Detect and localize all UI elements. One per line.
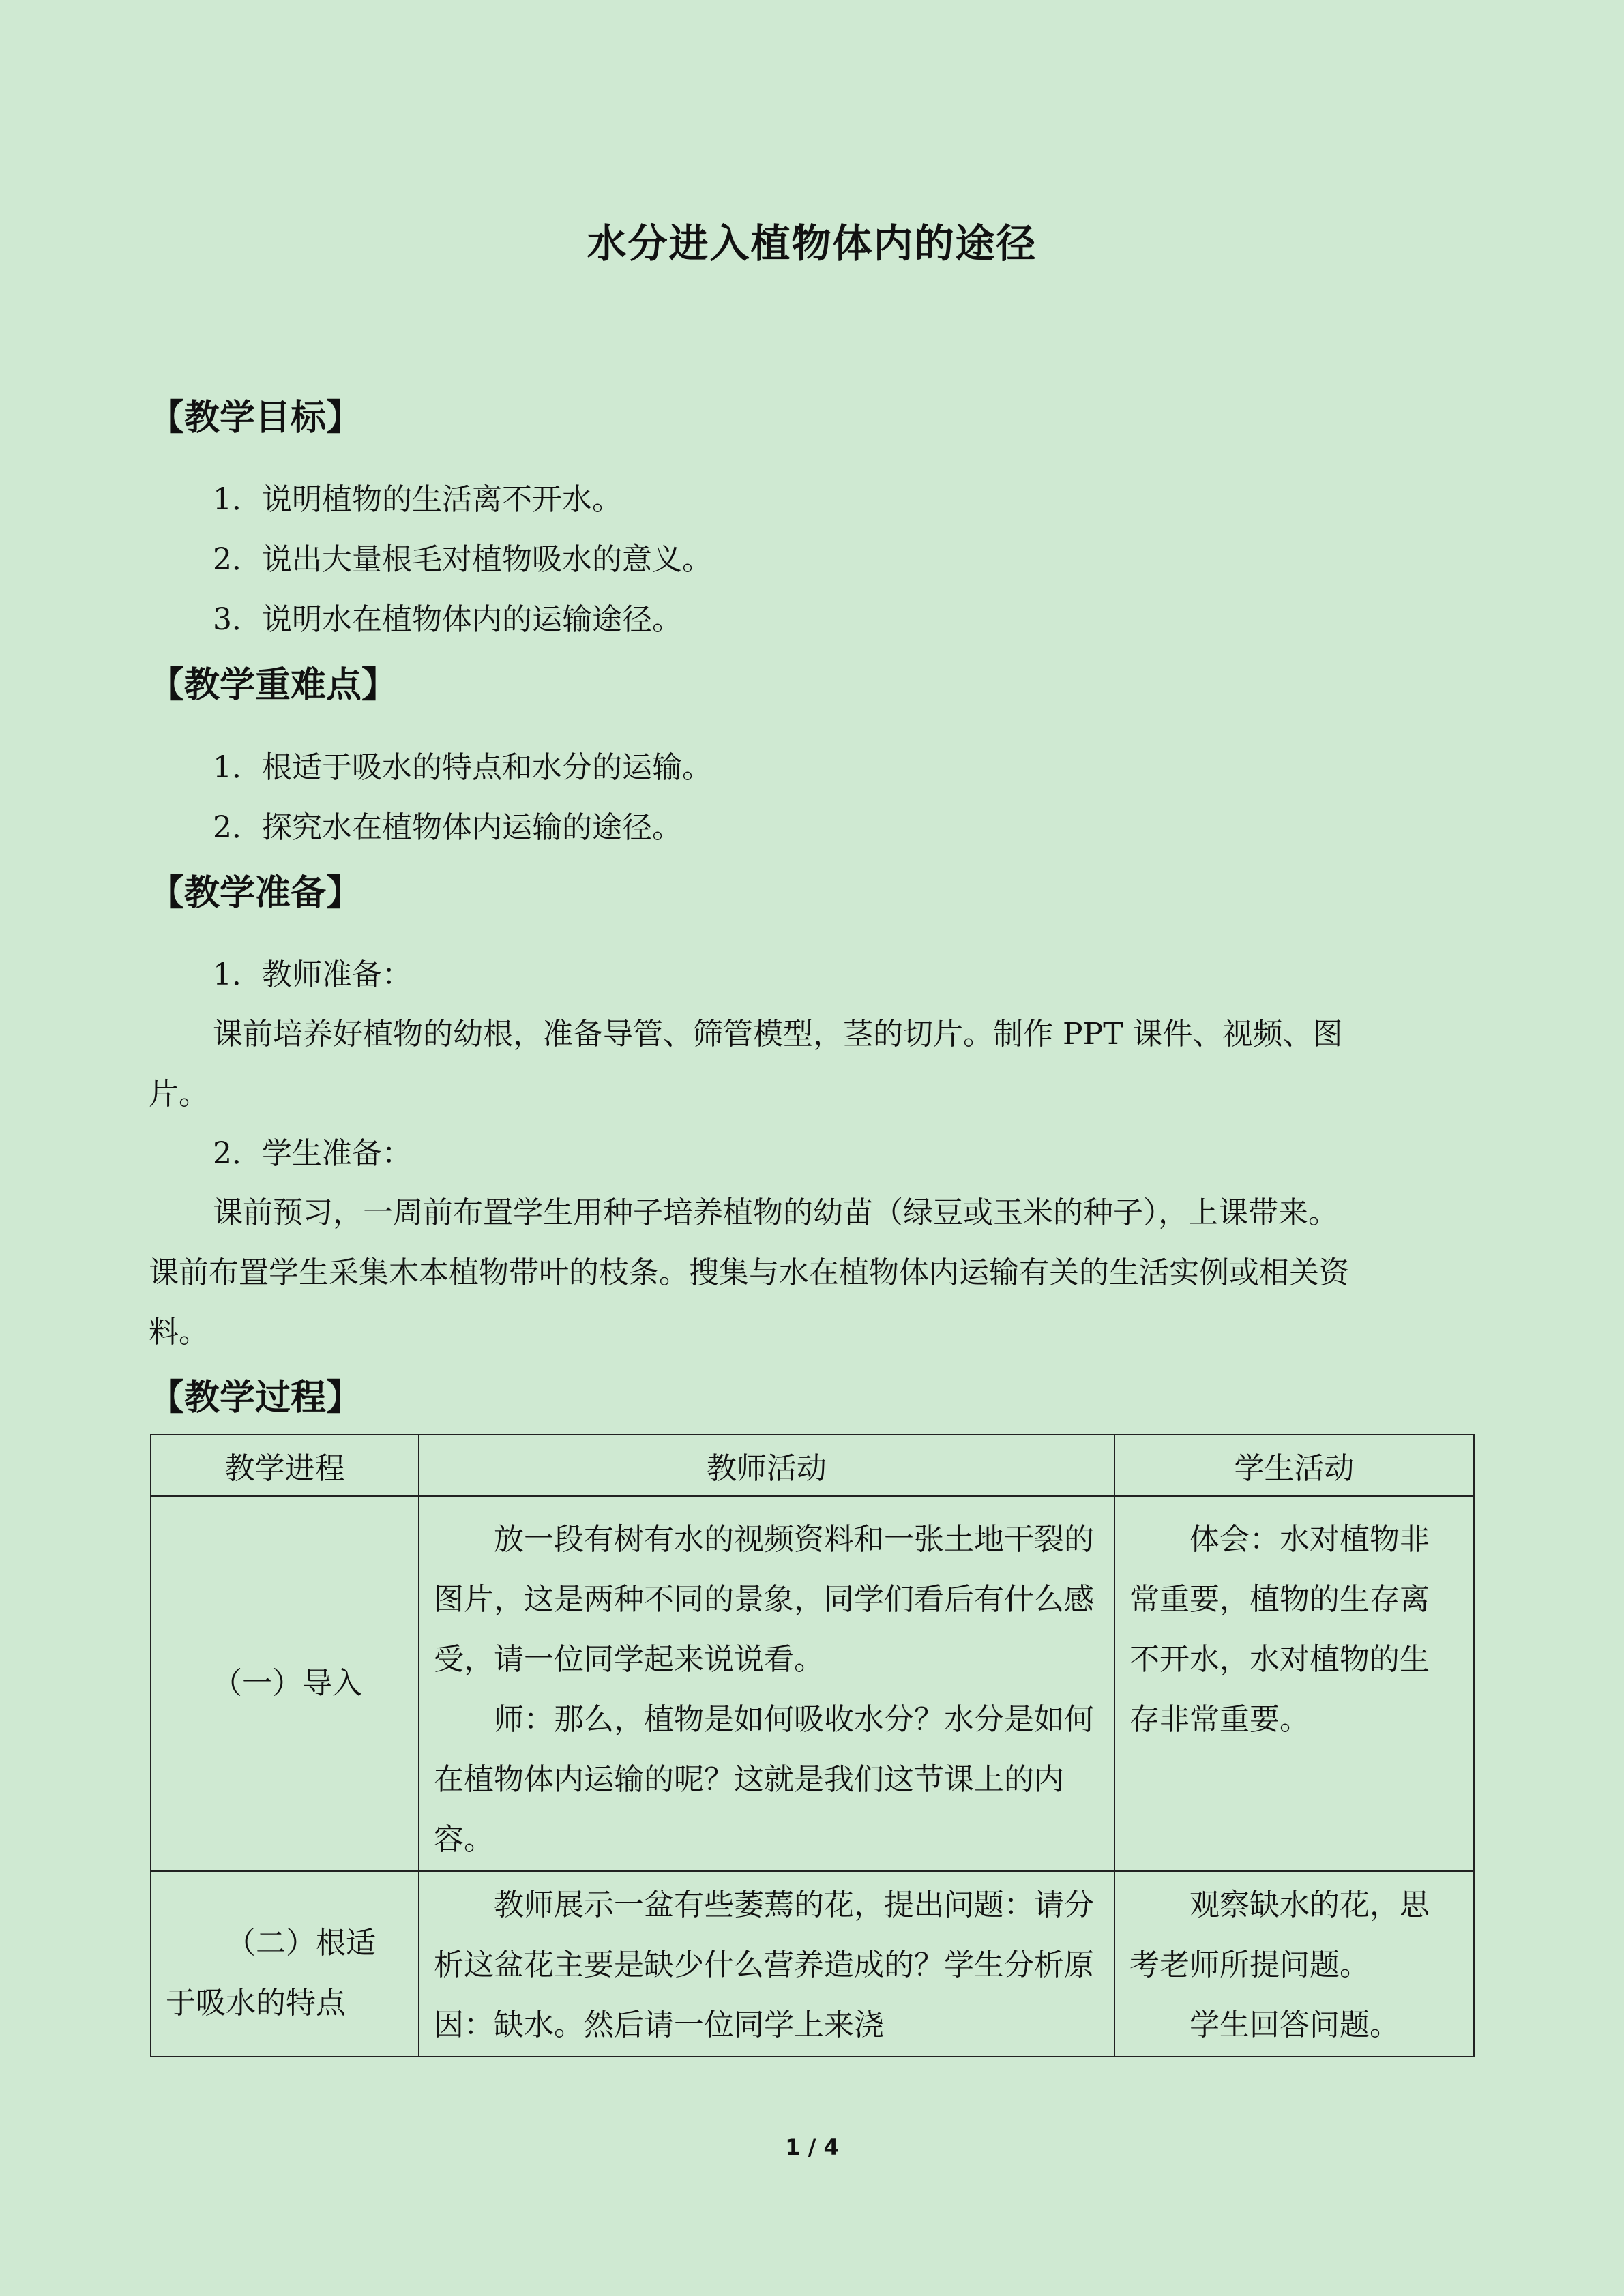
document-title: 水分进入植物体内的途径 — [587, 220, 1037, 267]
teacher-prep-label: 1．教师准备： — [213, 957, 412, 992]
key-point-item: 1．根适于吸水的特点和水分的运输。 — [213, 750, 712, 785]
goal-item: 2．说出大量根毛对植物吸水的意义。 — [213, 542, 712, 577]
process-table — [150, 1434, 1475, 2057]
table-row — [151, 1871, 1474, 2057]
column-header-student: 学生活动 — [1114, 1435, 1474, 1496]
teacher-prep-text: 片。 — [149, 1077, 209, 1112]
goal-item: 1．说明植物的生活离不开水。 — [213, 482, 622, 517]
student-activity-paragraph: 观察缺水的花，思考老师所提问题。 — [1130, 1888, 1430, 1982]
table-header-row — [151, 1435, 1474, 1496]
student-prep-label: 2．学生准备： — [213, 1136, 412, 1171]
student-prep-text: 课前布置学生采集木本植物带叶的枝条。搜集与水在植物体内运输有关的生活实例或相关资 — [149, 1255, 1349, 1290]
column-header-stage: 教学进程 — [151, 1435, 419, 1496]
stage-cell — [151, 1496, 419, 1871]
key-point-item: 2．探究水在植物体内运输的途径。 — [213, 810, 682, 845]
student-activity-cell — [1114, 1496, 1474, 1871]
student-prep-text: 料。 — [149, 1315, 209, 1350]
stage-label: （一）导入 — [212, 1666, 362, 1701]
student-prep-text: 课前预习，一周前布置学生用种子培养植物的幼苗（绿豆或玉米的种子），上课带来。 — [213, 1195, 1338, 1230]
student-activity-cell — [1114, 1871, 1474, 2057]
table-row — [151, 1496, 1474, 1871]
section-heading-goals: 【教学目标】 — [149, 398, 362, 438]
page-number: 1 / 4 — [785, 2134, 839, 2160]
teacher-activity-paragraph: 放一段有树有水的视频资料和一张土地干裂的图片，这是两种不同的景象，同学们看后有什么感受，请一位同学起来说说看。 — [434, 1522, 1094, 1677]
teacher-activity-cell — [419, 1496, 1114, 1871]
stage-label: （二）根适于吸水的特点 — [166, 1926, 376, 2021]
stage-cell — [151, 1871, 419, 2057]
student-activity-paragraph: 体会：水对植物非常重要，植物的生存离不开水，水对植物的生存非常重要。 — [1130, 1522, 1430, 1737]
section-heading-process: 【教学过程】 — [149, 1377, 362, 1418]
student-activity-paragraph: 学生回答问题。 — [1190, 2008, 1400, 2042]
teacher-prep-text: 课前培养好植物的幼根，准备导管、筛管模型，茎的切片。制作 PPT 课件、视频、图 — [213, 1017, 1343, 1052]
section-heading-key-points: 【教学重难点】 — [149, 665, 398, 706]
goal-item: 3．说明水在植物体内的运输途径。 — [213, 602, 682, 637]
section-heading-preparation: 【教学准备】 — [149, 873, 362, 914]
teacher-activity-cell — [419, 1871, 1114, 2057]
teacher-activity-paragraph: 师：那么，植物是如何吸收水分？水分是如何在植物体内运输的呢？这就是我们这节课上的内容。 — [434, 1702, 1094, 1857]
teacher-activity-paragraph: 教师展示一盆有些萎蔫的花，提出问题：请分析这盆花主要是缺少什么营养造成的？学生分析原因：缺水。然后请一位同学上来浇 — [434, 1888, 1094, 2042]
column-header-teacher: 教师活动 — [419, 1435, 1114, 1496]
